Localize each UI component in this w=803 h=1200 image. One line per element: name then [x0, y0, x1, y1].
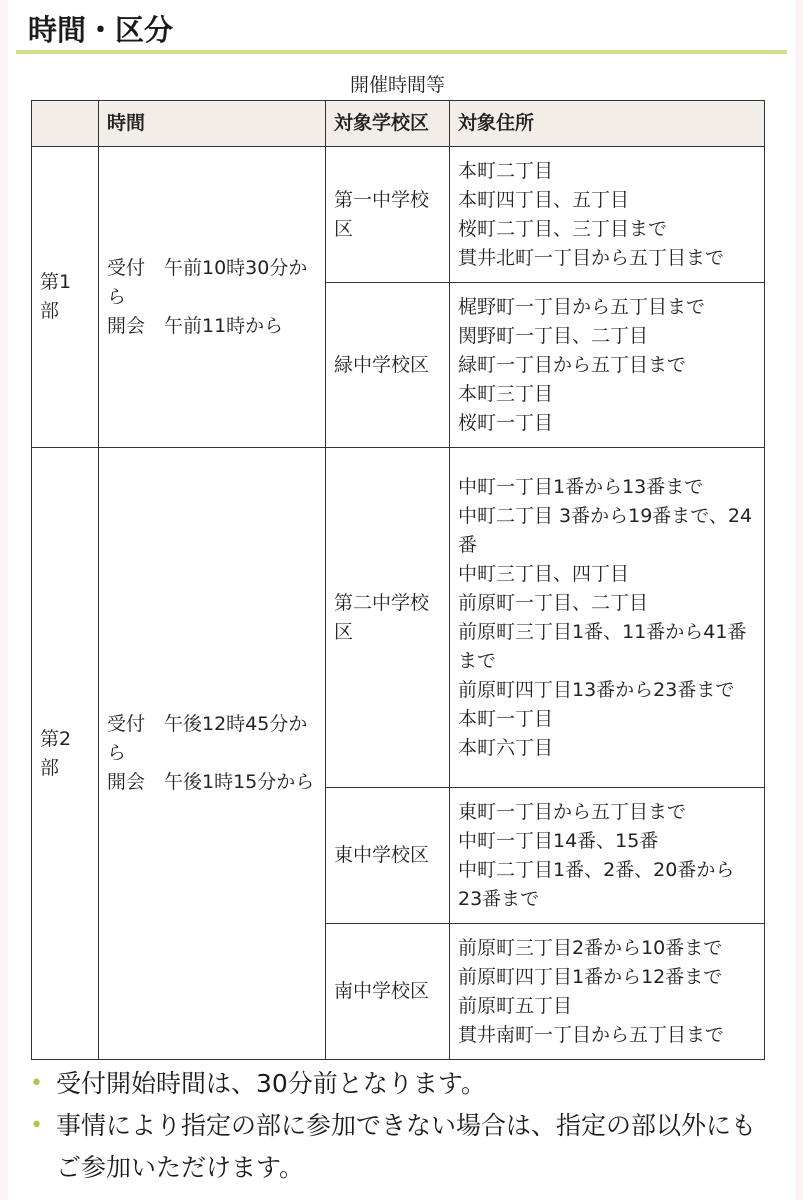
address-line: 桜町二丁目、三丁目まで — [458, 217, 668, 240]
address-line: 前原町一丁目、二丁目 — [458, 591, 649, 614]
part-time — [99, 147, 326, 448]
address-line: 前原町四丁目13番から23番まで — [458, 678, 735, 701]
table-header-row — [32, 101, 765, 147]
address-line: 貫井北町一丁目から五丁目まで — [458, 246, 725, 269]
district-name: 第一中学校区 — [326, 147, 450, 283]
header-time: 時間 — [99, 101, 326, 147]
page-right-margin — [795, 0, 803, 1200]
address-line: 桜町一丁目 — [458, 411, 554, 434]
district-addresses — [450, 147, 765, 283]
district-name: 緑中学校区 — [326, 283, 450, 448]
note-text: 事情により指定の部に参加できない場合は、指定の部以外にもご参加いただけます。 — [56, 1111, 757, 1182]
notes-list — [24, 1063, 769, 1189]
address-line: 中町一丁目14番、15番 — [458, 829, 659, 852]
address-line: 梶野町一丁目から五丁目まで — [458, 295, 706, 318]
note-text: 受付開始時間は、30分前となります。 — [56, 1069, 486, 1098]
table-row — [32, 448, 765, 788]
header-empty — [32, 101, 99, 147]
address-line: 前原町五丁目 — [458, 994, 573, 1017]
district-addresses — [450, 448, 765, 788]
district-addresses — [450, 788, 765, 924]
address-line: 本町三丁目 — [458, 382, 554, 405]
district-addresses — [450, 924, 765, 1060]
table-row — [32, 147, 765, 283]
header-address: 対象住所 — [450, 101, 765, 147]
section-title: 時間・区分 — [28, 13, 174, 47]
district-name: 南中学校区 — [326, 924, 450, 1060]
part-label: 第1部 — [32, 147, 99, 448]
address-line: 本町二丁目 — [458, 159, 554, 182]
address-line: 中町二丁目 3番から19番まで、24番 — [458, 504, 753, 556]
address-line: 緑町一丁目から五丁目まで — [458, 353, 687, 376]
address-line: 東町一丁目から五丁目まで — [458, 800, 687, 823]
part-time-text: 受付 午前10時30分から 開会 午前11時から — [107, 256, 308, 337]
district-addresses — [450, 283, 765, 448]
district-name: 東中学校区 — [326, 788, 450, 924]
address-line: 中町一丁目1番から13番まで — [458, 475, 704, 498]
list-item — [24, 1063, 769, 1105]
bullet-icon: • — [30, 1071, 43, 1096]
part-time — [99, 448, 326, 1060]
part-time-text: 受付 午後12時45分から 開会 午後1時15分から — [107, 713, 315, 793]
address-line: 本町一丁目 — [458, 707, 554, 730]
address-line: 貫井南町一丁目から五丁目まで — [458, 1023, 725, 1046]
address-line: 中町三丁目、四丁目 — [458, 562, 630, 585]
schedule-table — [31, 100, 765, 1060]
address-line: 本町四丁目、五丁目 — [458, 188, 630, 211]
page-left-margin — [0, 0, 8, 1200]
address-line: 前原町四丁目1番から12番まで — [458, 965, 723, 988]
address-line: 本町六丁目 — [458, 736, 554, 759]
part-label: 第2部 — [32, 448, 99, 1060]
header-school-district: 対象学校区 — [326, 101, 450, 147]
bullet-icon: • — [30, 1113, 43, 1138]
address-line: 前原町三丁目2番から10番まで — [458, 936, 723, 959]
district-name: 第二中学校区 — [326, 448, 450, 788]
address-line: 関野町一丁目、二丁目 — [458, 324, 649, 347]
section-heading — [16, 4, 787, 54]
address-line: 中町二丁目1番、2番、20番から23番まで — [458, 858, 735, 910]
address-line: 前原町三丁目1番、11番から41番まで — [458, 620, 747, 672]
table-caption: 開催時間等 — [349, 74, 445, 96]
list-item — [24, 1105, 769, 1189]
